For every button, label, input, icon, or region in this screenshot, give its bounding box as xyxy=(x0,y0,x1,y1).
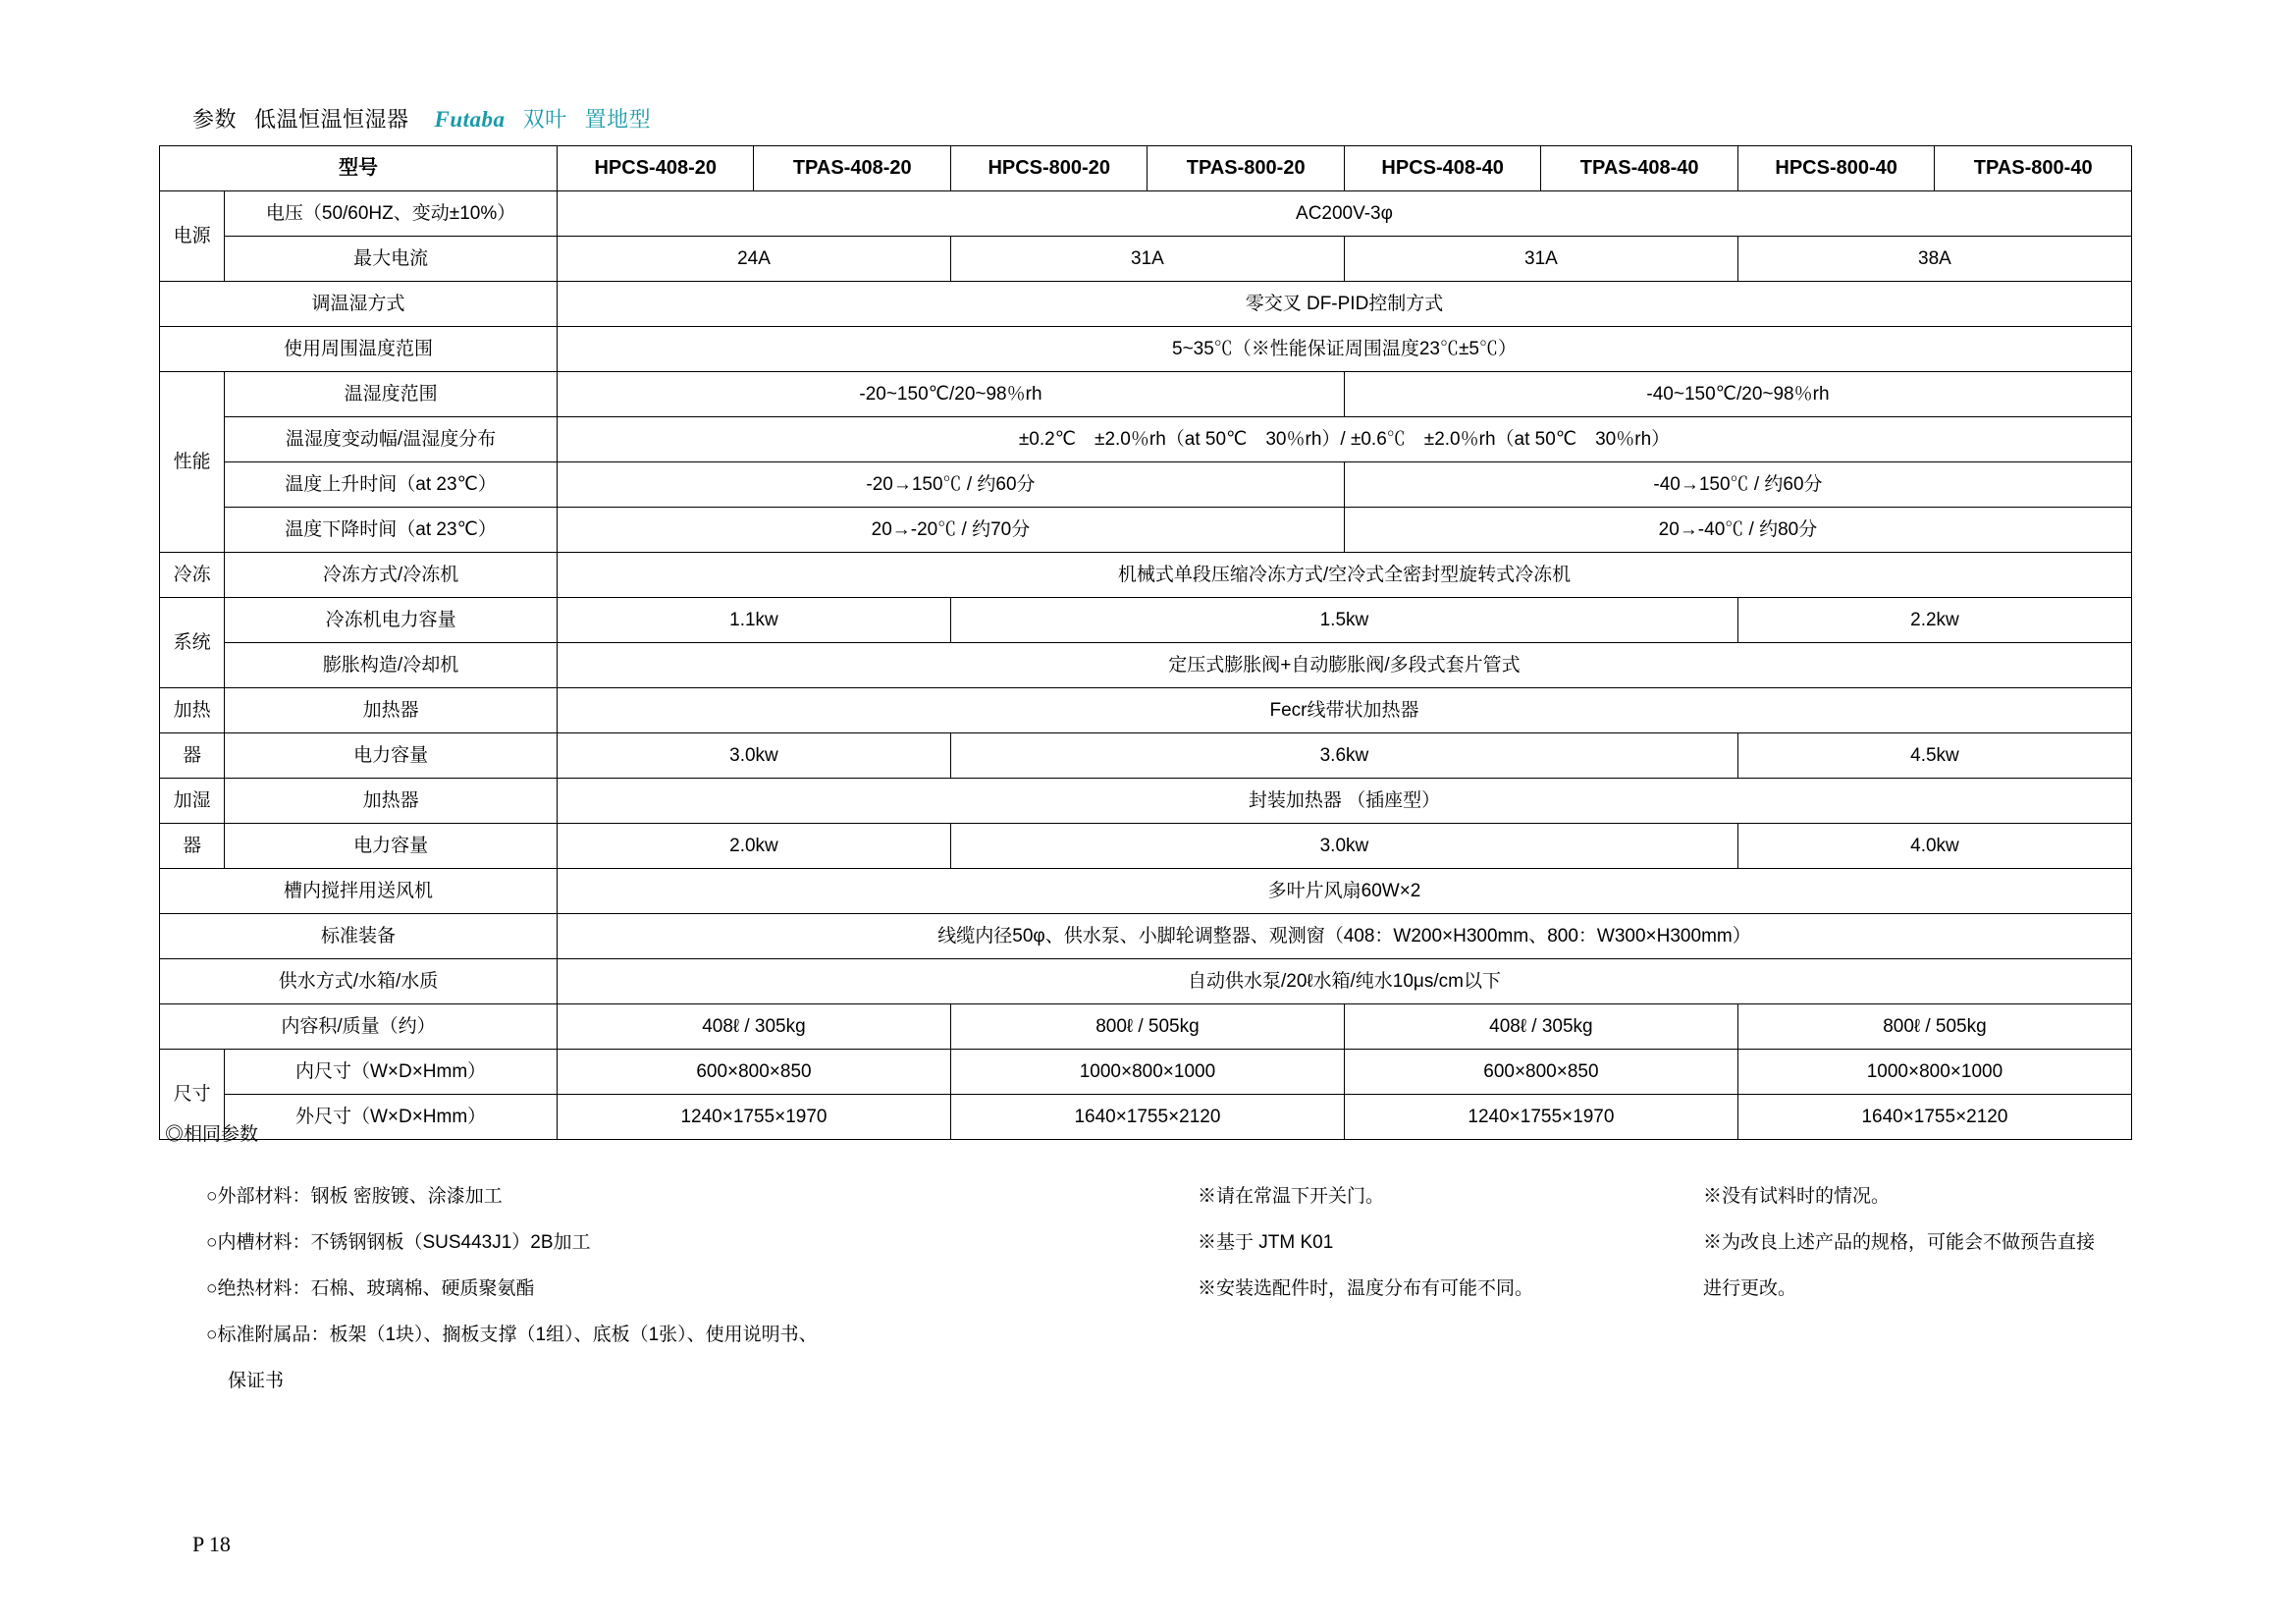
cell-humidifier-power-2: 3.0kw xyxy=(950,824,1737,869)
category-performance: 性能 xyxy=(160,372,225,553)
header-label-params: 参数 xyxy=(192,107,238,132)
cell-refrigeration-power-1: 1.1kw xyxy=(557,598,950,643)
note-item: ※安装选配件时，温度分布有可能不同。 xyxy=(1198,1278,1534,1300)
cell-heater-power-1: 3.0kw xyxy=(557,733,950,779)
row-label-temp-humidity-range: 温湿度范围 xyxy=(225,372,558,417)
cell-water-supply: 自动供水泵/20ℓ水箱/纯水10μs/cm以下 xyxy=(557,959,2131,1004)
row-label-heat-up-time: 温度上升时间（at 23℃） xyxy=(225,462,558,508)
specification-table xyxy=(159,145,2132,1140)
cell-max-current-4: 38A xyxy=(1737,237,2131,282)
cell-cool-down-time-40: 20→-40℃ / 约80分 xyxy=(1344,508,2131,553)
category-humidifier-line2: 器 xyxy=(160,824,225,869)
cell-volume-weight-2: 800ℓ / 505kg xyxy=(950,1004,1344,1050)
cell-volume-weight-4: 800ℓ / 505kg xyxy=(1737,1004,2131,1050)
table-row xyxy=(160,1050,2132,1095)
cell-max-current-1: 24A xyxy=(557,237,950,282)
cell-heat-up-time-40: -40→150℃ / 约60分 xyxy=(1344,462,2131,508)
notes-column-left xyxy=(206,1178,1188,1409)
row-label-refrigeration-type: 冷冻方式/冷冻机 xyxy=(225,553,558,598)
row-label-heater: 加热器 xyxy=(225,688,558,733)
table-row xyxy=(160,914,2132,959)
row-label-circulation-fan: 槽内搅拌用送风机 xyxy=(160,869,558,914)
note-item: ※为改良上述产品的规格，可能会不做预告直接 xyxy=(1703,1232,2096,1254)
cell-expansion-structure: 定压式膨胀阀+自动膨胀阀/多段式套片管式 xyxy=(557,643,2131,688)
row-label-refrigeration-power: 冷冻机电力容量 xyxy=(225,598,558,643)
table-row xyxy=(160,824,2132,869)
header-product-title: 低温恒温恒湿器 xyxy=(254,107,409,132)
table-row xyxy=(160,598,2132,643)
column-header-hpcs-408-40: HPCS-408-40 xyxy=(1344,146,1540,191)
table-row xyxy=(160,508,2132,553)
row-label-inner-dimensions: 内尺寸（W×D×Hmm） xyxy=(225,1050,558,1095)
category-heater-line2: 器 xyxy=(160,733,225,779)
category-refrigeration-line2: 系统 xyxy=(160,598,225,688)
cell-outer-dimensions-2: 1640×1755×2120 xyxy=(950,1095,1344,1140)
cell-temp-humidity-range-20: -20~150℃/20~98％rh xyxy=(557,372,1344,417)
cell-volume-weight-3: 408ℓ / 305kg xyxy=(1344,1004,1737,1050)
cell-heater-power-2: 3.6kw xyxy=(950,733,1737,779)
table-row xyxy=(160,282,2132,327)
brand-logo-text: Futaba xyxy=(434,107,506,132)
category-power: 电源 xyxy=(160,191,225,282)
column-header-hpcs-800-40: HPCS-800-40 xyxy=(1737,146,1934,191)
table-row xyxy=(160,733,2132,779)
cell-humidifier-heater: 封装加热器 （插座型） xyxy=(557,779,2131,824)
cell-ambient-temp-range: 5~35℃（※性能保证周围温度23℃±5℃） xyxy=(557,327,2131,372)
column-header-model: 型号 xyxy=(160,146,558,191)
table-row xyxy=(160,959,2132,1004)
cell-outer-dimensions-1: 1240×1755×1970 xyxy=(557,1095,950,1140)
table-row xyxy=(160,643,2132,688)
table-row xyxy=(160,372,2132,417)
brand-name-cn: 双叶 xyxy=(522,107,567,132)
cell-max-current-2: 31A xyxy=(950,237,1344,282)
cell-refrigeration-power-3: 2.2kw xyxy=(1737,598,2131,643)
row-label-volume-weight: 内容积/质量（约） xyxy=(160,1004,558,1050)
cell-voltage-all: AC200V-3φ xyxy=(557,191,2131,237)
cell-outer-dimensions-4: 1640×1755×2120 xyxy=(1737,1095,2131,1140)
column-header-tpas-408-20: TPAS-408-20 xyxy=(754,146,950,191)
cell-control-method: 零交叉 DF-PID控制方式 xyxy=(557,282,2131,327)
table-row xyxy=(160,553,2132,598)
table-row xyxy=(160,191,2132,237)
column-header-tpas-800-40: TPAS-800-40 xyxy=(1935,146,2132,191)
note-item: ○标准附属品：板架（1块）、搁板支撑（1组）、底板（1张）、使用说明书、 xyxy=(206,1325,818,1346)
note-item: ○外部材料：钢板 密胺镀、涂漆加工 xyxy=(206,1186,503,1207)
row-label-humidifier-heater: 加热器 xyxy=(225,779,558,824)
brand-type-cn: 置地型 xyxy=(584,107,652,132)
note-item: ○内槽材料：不锈钢钢板（SUS443J1）2B加工 xyxy=(206,1232,591,1254)
row-label-cool-down-time: 温度下降时间（at 23℃） xyxy=(225,508,558,553)
note-item: 进行更改。 xyxy=(1703,1278,1797,1300)
cell-heat-up-time-20: -20→150℃ / 约60分 xyxy=(557,462,1344,508)
cell-heater: Fecr线带状加热器 xyxy=(557,688,2131,733)
cell-refrigeration-power-2: 1.5kw xyxy=(950,598,1737,643)
column-header-hpcs-800-20: HPCS-800-20 xyxy=(950,146,1147,191)
row-label-control-method: 调温湿方式 xyxy=(160,282,558,327)
row-label-expansion-structure: 膨胀构造/冷却机 xyxy=(225,643,558,688)
cell-circulation-fan: 多叶片风扇60W×2 xyxy=(557,869,2131,914)
note-item: ※请在常温下开关门。 xyxy=(1198,1186,1385,1207)
row-label-outer-dimensions: 外尺寸（W×D×Hmm） xyxy=(225,1095,558,1140)
cell-fluctuation-distribution: ±0.2℃ ±2.0％rh（at 50℃ 30％rh）/ ±0.6℃ ±2.0％rh（at 50℃ 30％rh） xyxy=(557,417,2131,462)
cell-standard-equipment: 线缆内径50φ、供水泵、小脚轮调整器、观测窗（408：W200×H300mm、800：W300×H300mm） xyxy=(557,914,2131,959)
table-row xyxy=(160,1095,2132,1140)
cell-inner-dimensions-3: 600×800×850 xyxy=(1344,1050,1737,1095)
cell-inner-dimensions-1: 600×800×850 xyxy=(557,1050,950,1095)
note-item: ○绝热材料：石棉、玻璃棉、硬质聚氨酯 xyxy=(206,1278,535,1300)
cell-cool-down-time-20: 20→-20℃ / 约70分 xyxy=(557,508,1344,553)
note-item: ※没有试料时的情况。 xyxy=(1703,1186,1891,1207)
column-header-hpcs-408-20: HPCS-408-20 xyxy=(557,146,753,191)
cell-max-current-3: 31A xyxy=(1344,237,1737,282)
table-row xyxy=(160,688,2132,733)
row-label-heater-power: 电力容量 xyxy=(225,733,558,779)
cell-temp-humidity-range-40: -40~150℃/20~98％rh xyxy=(1344,372,2131,417)
row-label-standard-equipment: 标准装备 xyxy=(160,914,558,959)
cell-inner-dimensions-2: 1000×800×1000 xyxy=(950,1050,1344,1095)
row-label-humidifier-power: 电力容量 xyxy=(225,824,558,869)
row-label-water-supply: 供水方式/水箱/水质 xyxy=(160,959,558,1004)
column-header-tpas-800-20: TPAS-800-20 xyxy=(1148,146,1344,191)
table-row xyxy=(160,327,2132,372)
cell-volume-weight-1: 408ℓ / 305kg xyxy=(557,1004,950,1050)
cell-humidifier-power-3: 4.0kw xyxy=(1737,824,2131,869)
notes-column-right xyxy=(1703,1178,2164,1317)
table-row xyxy=(160,869,2132,914)
cell-heater-power-3: 4.5kw xyxy=(1737,733,2131,779)
cell-inner-dimensions-4: 1000×800×1000 xyxy=(1737,1050,2131,1095)
table-row xyxy=(160,779,2132,824)
category-heater-line1: 加热 xyxy=(160,688,225,733)
row-label-max-current: 最大电流 xyxy=(225,237,558,282)
row-label-fluctuation-distribution: 温湿度变动幅/温湿度分布 xyxy=(225,417,558,462)
category-humidifier-line1: 加湿 xyxy=(160,779,225,824)
row-label-ambient-temp-range: 使用周围温度范围 xyxy=(160,327,558,372)
note-item: 保证书 xyxy=(228,1371,285,1392)
table-row xyxy=(160,462,2132,508)
row-label-voltage: 电压（50/60HZ、变动±10%） xyxy=(225,191,558,237)
table-header-row xyxy=(160,146,2132,191)
cell-humidifier-power-1: 2.0kw xyxy=(557,824,950,869)
same-parameters-note: ◎相同参数 xyxy=(165,1124,259,1145)
category-dimensions: 尺寸 xyxy=(160,1050,225,1140)
cell-refrigeration-type: 机械式单段压缩冷冻方式/空冷式全密封型旋转式冷冻机 xyxy=(557,553,2131,598)
table-row xyxy=(160,237,2132,282)
notes-column-middle xyxy=(1198,1178,1688,1317)
page-number: P 18 xyxy=(192,1532,231,1556)
column-header-tpas-408-40: TPAS-408-40 xyxy=(1541,146,1737,191)
table-row xyxy=(160,417,2132,462)
page-title xyxy=(192,103,651,134)
cell-outer-dimensions-3: 1240×1755×1970 xyxy=(1344,1095,1737,1140)
table-row xyxy=(160,1004,2132,1050)
note-item: ※基于 JTM K01 xyxy=(1198,1232,1334,1254)
category-refrigeration-line1: 冷冻 xyxy=(160,553,225,598)
